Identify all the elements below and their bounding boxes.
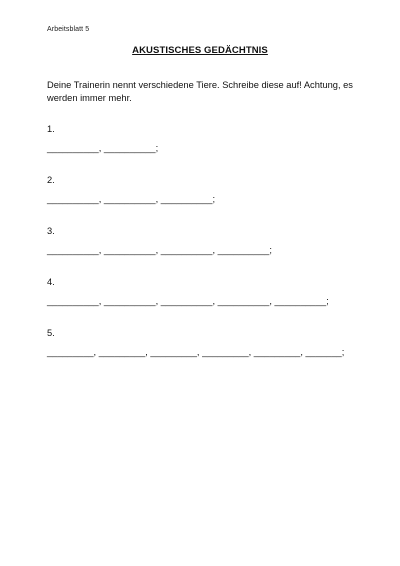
answer-blanks[interactable]: __________, __________, __________, __________, __________;: [47, 296, 329, 306]
exercise-1: [47, 123, 158, 154]
exercise-3: [47, 225, 272, 256]
exercise-number: 5.: [47, 328, 55, 338]
exercise-2: [47, 174, 215, 205]
exercise-number: 4.: [47, 277, 55, 287]
exercise-number: 2.: [47, 175, 55, 185]
answer-blanks[interactable]: __________, __________, __________;: [47, 194, 216, 204]
answer-blanks[interactable]: __________, __________, __________, __________;: [47, 245, 272, 255]
answer-blanks[interactable]: __________, __________;: [47, 143, 159, 153]
exercise-5: [47, 327, 344, 358]
exercise-4: [47, 276, 329, 307]
exercise-number: 3.: [47, 226, 55, 236]
instruction-text: Deine Trainerin nennt verschiedene Tiere. Schreibe diese auf! Achtung, es werden immer mehr.: [47, 80, 353, 103]
worksheet-label: Arbeitsblatt 5: [47, 26, 90, 33]
exercise-number: 1.: [47, 124, 55, 134]
answer-blanks[interactable]: _________, _________, _________, _________, _________, _______;: [47, 347, 345, 357]
page-title: AKUSTISCHES GEDÄCHTNIS: [132, 45, 268, 56]
